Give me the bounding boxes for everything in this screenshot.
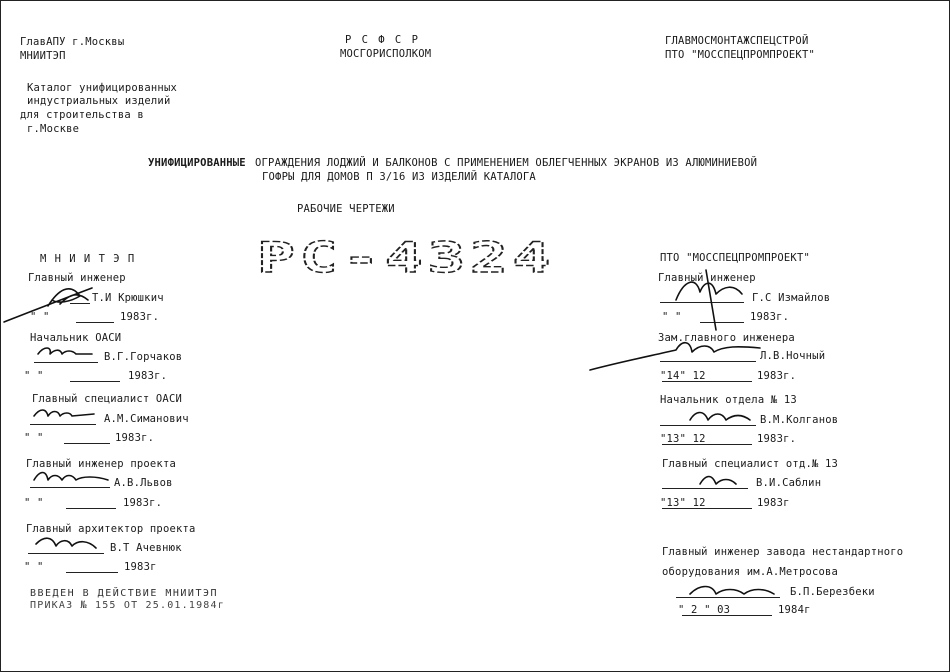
left-date: " " (24, 370, 44, 382)
left-date: " " (30, 311, 50, 323)
left-role: Главный специалист ОАСИ (32, 393, 182, 405)
right-year: 1983г. (750, 311, 790, 323)
signature-deputy-chief-engineer (590, 343, 760, 370)
header-left-org-sub: МНИИТЭП (20, 50, 66, 62)
left-date: " " (24, 561, 44, 573)
catalog-line: для строительства в (20, 109, 144, 121)
factory-year: 1984г (778, 604, 811, 616)
left-year: 1983г. (120, 311, 160, 323)
catalog-line: г.Москве (27, 123, 80, 135)
right-name: Г.С Измайлов (752, 292, 831, 304)
title-bold-word: УНИФИЦИРОВАННЫЕ (148, 157, 246, 169)
right-role: Начальник отдела № 13 (660, 394, 797, 406)
right-name: В.И.Саблин (756, 477, 822, 489)
catalog-line: Каталог унифицированных (27, 82, 177, 94)
signature-chief-engineer-left (4, 288, 92, 322)
left-name: А.В.Львов (114, 477, 173, 489)
left-role: Главный архитектор проекта (26, 523, 196, 535)
right-date: "13" 12 (660, 433, 706, 445)
right-date: "13" 12 (660, 497, 706, 509)
right-role: Главный специалист отд.№ 13 (662, 458, 839, 470)
document-code-text: РС-4324 (257, 236, 555, 276)
factory-role: Главный инженер завода нестандартного (662, 546, 904, 558)
title-line-1: ОГРАЖДЕНИЯ ЛОДЖИЙ И БАЛКОНОВ С ПРИМЕНЕНИЕМ ОБЛЕГЧЕННЫХ ЭКРАНОВ ИЗ АЛЮМИНИЕВОЙ (255, 157, 758, 169)
left-year: 1983г. (115, 432, 155, 444)
left-role: Главный инженер (28, 272, 126, 284)
left-role: Начальник ОАСИ (30, 332, 122, 344)
signature-oasi-specialist (34, 410, 94, 416)
right-date: "14" 12 (660, 370, 706, 382)
title-line-2: ГОФРЫ ДЛЯ ДОМОВ П 3/16 ИЗ ИЗДЕЛИЙ КАТАЛОГА (262, 171, 536, 183)
signature-chief-architect (36, 538, 96, 548)
subtitle: РАБОЧИЕ ЧЕРТЕЖИ (297, 203, 395, 215)
left-name: В.Т Ачевнюк (110, 542, 182, 554)
header-right-org: ГЛАВМОСМОНТАЖСПЕЦСТРОЙ (665, 35, 809, 47)
left-name: В.Г.Горчаков (104, 351, 183, 363)
left-date: " " (24, 432, 44, 444)
factory-role-sub: оборудования им.А.Метросова (662, 566, 839, 578)
right-date: " " (662, 311, 682, 323)
right-role: Зам.главного инженера (658, 332, 795, 344)
factory-date: " 2 " 03 (678, 604, 731, 616)
header-center: Р С Ф С Р (345, 34, 420, 46)
header-right-org-sub: ПТО "МОССПЕЦПРОМПРОЕКТ" (665, 49, 815, 61)
catalog-line: индустриальных изделий (27, 95, 171, 107)
right-name: В.М.Колганов (760, 414, 839, 426)
enactment-order: ПРИКАЗ № 155 ОТ 25.01.1984г (30, 600, 225, 611)
signature-chief-engineer-right (676, 270, 742, 330)
enactment-stamp: ВВЕДЕН В ДЕЙСТВИЕ МНИИТЭП (30, 588, 219, 599)
right-year: 1983г. (757, 370, 797, 382)
left-org: М Н И И Т Э П (40, 253, 136, 265)
right-role: Главный инженер (658, 272, 756, 284)
factory-name: Б.П.Березбеки (790, 586, 875, 598)
right-year: 1983г (757, 497, 790, 509)
signature-factory-chief-engineer (690, 587, 774, 595)
signature-department-specialist (700, 477, 736, 485)
right-name: Л.В.Ночный (760, 350, 826, 362)
left-name: Т.И Крюшкич (92, 292, 164, 304)
left-year: 1983г (124, 561, 157, 573)
left-role: Главный инженер проекта (26, 458, 176, 470)
header-center-sub: МОСГОРИСПОЛКОМ (340, 48, 432, 60)
header-left-org: ГлавАПУ г.Москвы (20, 36, 125, 48)
signature-chief-project-engineer (34, 473, 108, 481)
right-year: 1983г. (757, 433, 797, 445)
left-year: 1983г. (128, 370, 168, 382)
left-date: " " (24, 497, 44, 509)
left-name: А.М.Симанович (104, 413, 189, 425)
left-year: 1983г. (123, 497, 163, 509)
signature-oasi-head (38, 348, 92, 354)
signature-department-head (690, 413, 750, 421)
right-org: ПТО "МОССПЕЦПРОМПРОЕКТ" (660, 252, 810, 264)
